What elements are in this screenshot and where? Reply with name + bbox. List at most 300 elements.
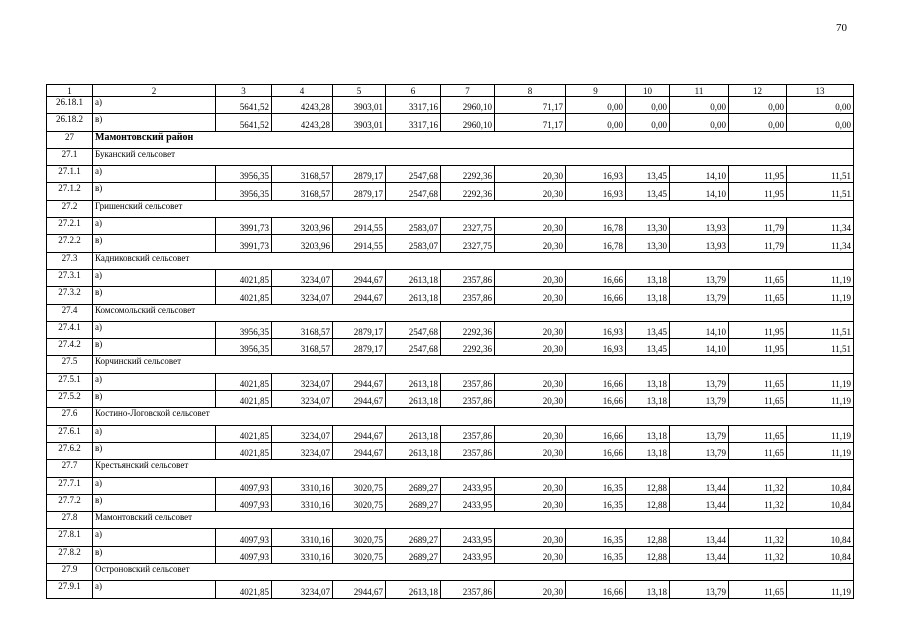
column-number: 12 xyxy=(729,85,787,97)
row-code: 27.2.1 xyxy=(47,218,93,235)
row-code: 27.6.2 xyxy=(47,442,93,459)
value-cell: 2944,67 xyxy=(333,581,386,598)
value-cell: 2960,10 xyxy=(441,114,495,131)
value-cell: 10,84 xyxy=(787,477,854,494)
value-cell: 11,51 xyxy=(787,321,854,338)
value-cell: 13,18 xyxy=(626,442,670,459)
column-number: 5 xyxy=(333,85,386,97)
row-code: 27.3 xyxy=(47,252,93,269)
value-cell: 2292,36 xyxy=(441,339,495,356)
value-cell: 2689,27 xyxy=(386,494,441,511)
row-code: 27.3.2 xyxy=(47,287,93,304)
value-cell: 2960,10 xyxy=(441,97,495,114)
value-cell: 13,93 xyxy=(670,235,729,252)
row-label: в) xyxy=(93,494,216,511)
value-cell: 5641,52 xyxy=(216,114,272,131)
value-cell: 2583,07 xyxy=(386,235,441,252)
value-cell: 11,34 xyxy=(787,235,854,252)
row-code: 27.2.2 xyxy=(47,235,93,252)
value-cell: 11,65 xyxy=(729,269,787,286)
value-cell: 11,51 xyxy=(787,339,854,356)
value-cell: 3991,73 xyxy=(216,235,272,252)
value-cell: 20,30 xyxy=(495,269,566,286)
row-code: 27.9.1 xyxy=(47,581,93,598)
value-cell: 11,19 xyxy=(787,442,854,459)
value-cell: 4243,28 xyxy=(272,97,333,114)
value-cell: 2547,68 xyxy=(386,166,441,183)
value-cell: 13,45 xyxy=(626,183,670,200)
value-cell: 2879,17 xyxy=(333,183,386,200)
value-cell: 3956,35 xyxy=(216,321,272,338)
value-cell: 11,19 xyxy=(787,287,854,304)
row-label: а) xyxy=(93,373,216,390)
value-cell: 2613,18 xyxy=(386,391,441,408)
value-cell: 20,30 xyxy=(495,442,566,459)
value-cell: 71,17 xyxy=(495,97,566,114)
value-cell: 2879,17 xyxy=(333,339,386,356)
value-cell: 3168,57 xyxy=(272,183,333,200)
value-cell: 13,79 xyxy=(670,373,729,390)
value-cell: 11,32 xyxy=(729,494,787,511)
value-cell: 3310,16 xyxy=(272,477,333,494)
value-cell: 2613,18 xyxy=(386,269,441,286)
value-cell: 20,30 xyxy=(495,287,566,304)
row-code: 27.4.2 xyxy=(47,339,93,356)
value-cell: 2689,27 xyxy=(386,546,441,563)
table-row xyxy=(47,442,854,459)
value-cell: 20,30 xyxy=(495,546,566,563)
value-cell: 11,65 xyxy=(729,442,787,459)
section-name: Буканский сельсовет xyxy=(93,148,854,165)
value-cell: 13,44 xyxy=(670,529,729,546)
row-code: 27.1.2 xyxy=(47,183,93,200)
table-row xyxy=(47,529,854,546)
value-cell: 16,66 xyxy=(566,581,626,598)
table-row xyxy=(47,269,854,286)
value-cell: 4021,85 xyxy=(216,287,272,304)
value-cell: 71,17 xyxy=(495,114,566,131)
value-cell: 11,32 xyxy=(729,546,787,563)
table-row xyxy=(47,218,854,235)
value-cell: 2613,18 xyxy=(386,287,441,304)
value-cell: 3310,16 xyxy=(272,529,333,546)
value-cell: 2944,67 xyxy=(333,287,386,304)
value-cell: 2547,68 xyxy=(386,183,441,200)
value-cell: 13,79 xyxy=(670,442,729,459)
value-cell: 2879,17 xyxy=(333,166,386,183)
section-row xyxy=(47,512,854,529)
value-cell: 10,84 xyxy=(787,546,854,563)
row-code: 27.4.1 xyxy=(47,321,93,338)
value-cell: 12,88 xyxy=(626,477,670,494)
value-cell: 3203,96 xyxy=(272,218,333,235)
column-number: 1 xyxy=(47,85,93,97)
value-cell: 14,10 xyxy=(670,166,729,183)
row-code: 27.5.1 xyxy=(47,373,93,390)
table-row xyxy=(47,391,854,408)
value-cell: 13,18 xyxy=(626,581,670,598)
value-cell: 3168,57 xyxy=(272,339,333,356)
value-cell: 11,79 xyxy=(729,218,787,235)
value-cell: 3956,35 xyxy=(216,166,272,183)
column-number: 3 xyxy=(216,85,272,97)
value-cell: 0,00 xyxy=(670,114,729,131)
value-cell: 2689,27 xyxy=(386,529,441,546)
section-name: Корчинский сельсовет xyxy=(93,356,854,373)
value-cell: 11,51 xyxy=(787,166,854,183)
section-name: Остроновский сельсовет xyxy=(93,564,854,581)
value-cell: 2944,67 xyxy=(333,391,386,408)
row-label: в) xyxy=(93,114,216,131)
table-row xyxy=(47,321,854,338)
table-row xyxy=(47,287,854,304)
table-row xyxy=(47,235,854,252)
value-cell: 13,45 xyxy=(626,166,670,183)
value-cell: 14,10 xyxy=(670,321,729,338)
value-cell: 16,35 xyxy=(566,529,626,546)
table-row xyxy=(47,339,854,356)
value-cell: 11,95 xyxy=(729,339,787,356)
value-cell: 2357,86 xyxy=(441,269,495,286)
row-code: 27.4 xyxy=(47,304,93,321)
row-label: в) xyxy=(93,339,216,356)
value-cell: 16,35 xyxy=(566,494,626,511)
value-cell: 16,35 xyxy=(566,546,626,563)
value-cell: 13,18 xyxy=(626,269,670,286)
row-label: в) xyxy=(93,287,216,304)
value-cell: 2547,68 xyxy=(386,339,441,356)
section-name: Мамонтовский сельсовет xyxy=(93,512,854,529)
value-cell: 11,34 xyxy=(787,218,854,235)
table-row xyxy=(47,114,854,131)
section-row xyxy=(47,408,854,425)
value-cell: 2433,95 xyxy=(441,477,495,494)
value-cell: 13,79 xyxy=(670,391,729,408)
value-cell: 2914,55 xyxy=(333,218,386,235)
row-label: а) xyxy=(93,477,216,494)
value-cell: 16,66 xyxy=(566,425,626,442)
row-code: 27.8.1 xyxy=(47,529,93,546)
table-row xyxy=(47,97,854,114)
value-cell: 2547,68 xyxy=(386,321,441,338)
column-number: 8 xyxy=(495,85,566,97)
value-cell: 16,66 xyxy=(566,269,626,286)
value-cell: 4021,85 xyxy=(216,391,272,408)
section-row xyxy=(47,460,854,477)
value-cell: 4021,85 xyxy=(216,442,272,459)
value-cell: 2357,86 xyxy=(441,391,495,408)
value-cell: 2433,95 xyxy=(441,546,495,563)
column-number: 7 xyxy=(441,85,495,97)
value-cell: 13,18 xyxy=(626,425,670,442)
value-cell: 3234,07 xyxy=(272,391,333,408)
district-name: Мамонтовский район xyxy=(93,131,854,148)
value-cell: 12,88 xyxy=(626,494,670,511)
row-code: 26.18.2 xyxy=(47,114,93,131)
value-cell: 2327,75 xyxy=(441,235,495,252)
value-cell: 2914,55 xyxy=(333,235,386,252)
value-cell: 4097,93 xyxy=(216,546,272,563)
value-cell: 20,30 xyxy=(495,321,566,338)
value-cell: 13,45 xyxy=(626,339,670,356)
value-cell: 5641,52 xyxy=(216,97,272,114)
value-cell: 14,10 xyxy=(670,183,729,200)
value-cell: 3317,16 xyxy=(386,114,441,131)
value-cell: 13,79 xyxy=(670,287,729,304)
table-row xyxy=(47,477,854,494)
table-row xyxy=(47,183,854,200)
value-cell: 3203,96 xyxy=(272,235,333,252)
row-code: 27.6 xyxy=(47,408,93,425)
row-label: а) xyxy=(93,218,216,235)
value-cell: 20,30 xyxy=(495,235,566,252)
value-cell: 12,88 xyxy=(626,529,670,546)
value-cell: 11,79 xyxy=(729,235,787,252)
value-cell: 13,44 xyxy=(670,477,729,494)
value-cell: 2357,86 xyxy=(441,581,495,598)
value-cell: 11,19 xyxy=(787,425,854,442)
value-cell: 2944,67 xyxy=(333,442,386,459)
value-cell: 16,78 xyxy=(566,218,626,235)
row-code: 27.5 xyxy=(47,356,93,373)
value-cell: 3234,07 xyxy=(272,373,333,390)
value-cell: 2879,17 xyxy=(333,321,386,338)
value-cell: 10,84 xyxy=(787,494,854,511)
value-cell: 3168,57 xyxy=(272,166,333,183)
value-cell: 11,51 xyxy=(787,183,854,200)
value-cell: 13,44 xyxy=(670,494,729,511)
value-cell: 3903,01 xyxy=(333,114,386,131)
value-cell: 16,66 xyxy=(566,442,626,459)
value-cell: 2292,36 xyxy=(441,321,495,338)
table-row xyxy=(47,425,854,442)
value-cell: 11,19 xyxy=(787,269,854,286)
value-cell: 10,84 xyxy=(787,529,854,546)
row-code: 27.8 xyxy=(47,512,93,529)
header-row xyxy=(47,85,854,97)
row-code: 27.1 xyxy=(47,148,93,165)
value-cell: 3234,07 xyxy=(272,442,333,459)
value-cell: 3020,75 xyxy=(333,477,386,494)
section-name: Гришенский сельсовет xyxy=(93,200,854,217)
value-cell: 4021,85 xyxy=(216,269,272,286)
value-cell: 20,30 xyxy=(495,166,566,183)
value-cell: 3020,75 xyxy=(333,546,386,563)
value-cell: 2613,18 xyxy=(386,581,441,598)
value-cell: 13,44 xyxy=(670,546,729,563)
column-number: 11 xyxy=(670,85,729,97)
value-cell: 13,79 xyxy=(670,581,729,598)
value-cell: 11,65 xyxy=(729,581,787,598)
value-cell: 11,65 xyxy=(729,425,787,442)
value-cell: 2357,86 xyxy=(441,425,495,442)
row-label: а) xyxy=(93,425,216,442)
value-cell: 3317,16 xyxy=(386,97,441,114)
table-row xyxy=(47,581,854,598)
value-cell: 20,30 xyxy=(495,529,566,546)
value-cell: 13,79 xyxy=(670,425,729,442)
value-cell: 0,00 xyxy=(729,114,787,131)
value-cell: 3234,07 xyxy=(272,269,333,286)
value-cell: 3020,75 xyxy=(333,494,386,511)
value-cell: 0,00 xyxy=(626,114,670,131)
value-cell: 11,65 xyxy=(729,373,787,390)
section-row xyxy=(47,356,854,373)
value-cell: 20,30 xyxy=(495,477,566,494)
value-cell: 2583,07 xyxy=(386,218,441,235)
value-cell: 20,30 xyxy=(495,183,566,200)
value-cell: 2613,18 xyxy=(386,442,441,459)
value-cell: 16,93 xyxy=(566,183,626,200)
value-cell: 13,79 xyxy=(670,269,729,286)
value-cell: 11,19 xyxy=(787,581,854,598)
column-number: 6 xyxy=(386,85,441,97)
row-code: 27.7.2 xyxy=(47,494,93,511)
value-cell: 13,30 xyxy=(626,235,670,252)
value-cell: 16,66 xyxy=(566,391,626,408)
section-row xyxy=(47,200,854,217)
section-row xyxy=(47,564,854,581)
tariff-table xyxy=(46,84,854,599)
value-cell: 11,32 xyxy=(729,529,787,546)
value-cell: 16,66 xyxy=(566,287,626,304)
row-label: а) xyxy=(93,321,216,338)
value-cell: 4021,85 xyxy=(216,373,272,390)
value-cell: 0,00 xyxy=(566,97,626,114)
table-row xyxy=(47,494,854,511)
value-cell: 3234,07 xyxy=(272,287,333,304)
value-cell: 11,95 xyxy=(729,166,787,183)
value-cell: 0,00 xyxy=(729,97,787,114)
value-cell: 4243,28 xyxy=(272,114,333,131)
value-cell: 3310,16 xyxy=(272,546,333,563)
value-cell: 2357,86 xyxy=(441,287,495,304)
value-cell: 16,93 xyxy=(566,166,626,183)
row-label: а) xyxy=(93,529,216,546)
row-label: в) xyxy=(93,546,216,563)
table-row xyxy=(47,166,854,183)
row-code: 27.9 xyxy=(47,564,93,581)
value-cell: 16,35 xyxy=(566,477,626,494)
value-cell: 4021,85 xyxy=(216,425,272,442)
value-cell: 13,18 xyxy=(626,373,670,390)
value-cell: 20,30 xyxy=(495,391,566,408)
value-cell: 20,30 xyxy=(495,581,566,598)
value-cell: 11,95 xyxy=(729,321,787,338)
value-cell: 3310,16 xyxy=(272,494,333,511)
row-code: 27.2 xyxy=(47,200,93,217)
row-label: а) xyxy=(93,166,216,183)
column-number: 10 xyxy=(626,85,670,97)
value-cell: 11,19 xyxy=(787,373,854,390)
row-code: 27.7.1 xyxy=(47,477,93,494)
value-cell: 20,30 xyxy=(495,425,566,442)
table-row xyxy=(47,373,854,390)
value-cell: 11,65 xyxy=(729,287,787,304)
section-name: Костино-Логовской сельсовет xyxy=(93,408,854,425)
value-cell: 16,93 xyxy=(566,339,626,356)
value-cell: 16,93 xyxy=(566,321,626,338)
value-cell: 20,30 xyxy=(495,494,566,511)
value-cell: 0,00 xyxy=(566,114,626,131)
value-cell: 0,00 xyxy=(626,97,670,114)
value-cell: 11,32 xyxy=(729,477,787,494)
value-cell: 20,30 xyxy=(495,339,566,356)
value-cell: 3956,35 xyxy=(216,339,272,356)
value-cell: 11,65 xyxy=(729,391,787,408)
row-label: в) xyxy=(93,391,216,408)
value-cell: 12,88 xyxy=(626,546,670,563)
row-label: а) xyxy=(93,269,216,286)
value-cell: 11,95 xyxy=(729,183,787,200)
row-label: в) xyxy=(93,183,216,200)
value-cell: 3991,73 xyxy=(216,218,272,235)
value-cell: 0,00 xyxy=(670,97,729,114)
row-label: в) xyxy=(93,442,216,459)
section-name: Комсомольский сельсовет xyxy=(93,304,854,321)
section-row xyxy=(47,148,854,165)
row-label: в) xyxy=(93,235,216,252)
column-number: 9 xyxy=(566,85,626,97)
value-cell: 14,10 xyxy=(670,339,729,356)
value-cell: 2327,75 xyxy=(441,218,495,235)
value-cell: 2613,18 xyxy=(386,425,441,442)
page-number: 70 xyxy=(836,22,847,34)
row-code: 27.8.2 xyxy=(47,546,93,563)
value-cell: 2944,67 xyxy=(333,269,386,286)
column-number: 4 xyxy=(272,85,333,97)
row-code: 27.1.1 xyxy=(47,166,93,183)
value-cell: 3020,75 xyxy=(333,529,386,546)
row-code: 27.5.2 xyxy=(47,391,93,408)
value-cell: 4097,93 xyxy=(216,477,272,494)
value-cell: 2433,95 xyxy=(441,494,495,511)
section-row xyxy=(47,304,854,321)
value-cell: 4097,93 xyxy=(216,529,272,546)
value-cell: 2357,86 xyxy=(441,373,495,390)
value-cell: 13,93 xyxy=(670,218,729,235)
row-label: а) xyxy=(93,581,216,598)
value-cell: 2292,36 xyxy=(441,166,495,183)
value-cell: 16,78 xyxy=(566,235,626,252)
value-cell: 2433,95 xyxy=(441,529,495,546)
table-body xyxy=(47,85,854,599)
value-cell: 0,00 xyxy=(787,97,854,114)
value-cell: 20,30 xyxy=(495,373,566,390)
value-cell: 2944,67 xyxy=(333,425,386,442)
value-cell: 2613,18 xyxy=(386,373,441,390)
row-code: 27.6.1 xyxy=(47,425,93,442)
column-number: 13 xyxy=(787,85,854,97)
value-cell: 3168,57 xyxy=(272,321,333,338)
district-row xyxy=(47,131,854,148)
value-cell: 16,66 xyxy=(566,373,626,390)
row-code: 27 xyxy=(47,131,93,148)
value-cell: 20,30 xyxy=(495,218,566,235)
row-code: 26.18.1 xyxy=(47,97,93,114)
value-cell: 3956,35 xyxy=(216,183,272,200)
value-cell: 13,18 xyxy=(626,391,670,408)
value-cell: 4021,85 xyxy=(216,581,272,598)
value-cell: 13,30 xyxy=(626,218,670,235)
value-cell: 2689,27 xyxy=(386,477,441,494)
value-cell: 2357,86 xyxy=(441,442,495,459)
value-cell: 2944,67 xyxy=(333,373,386,390)
value-cell: 13,45 xyxy=(626,321,670,338)
row-code: 27.3.1 xyxy=(47,269,93,286)
column-number: 2 xyxy=(93,85,216,97)
section-row xyxy=(47,252,854,269)
